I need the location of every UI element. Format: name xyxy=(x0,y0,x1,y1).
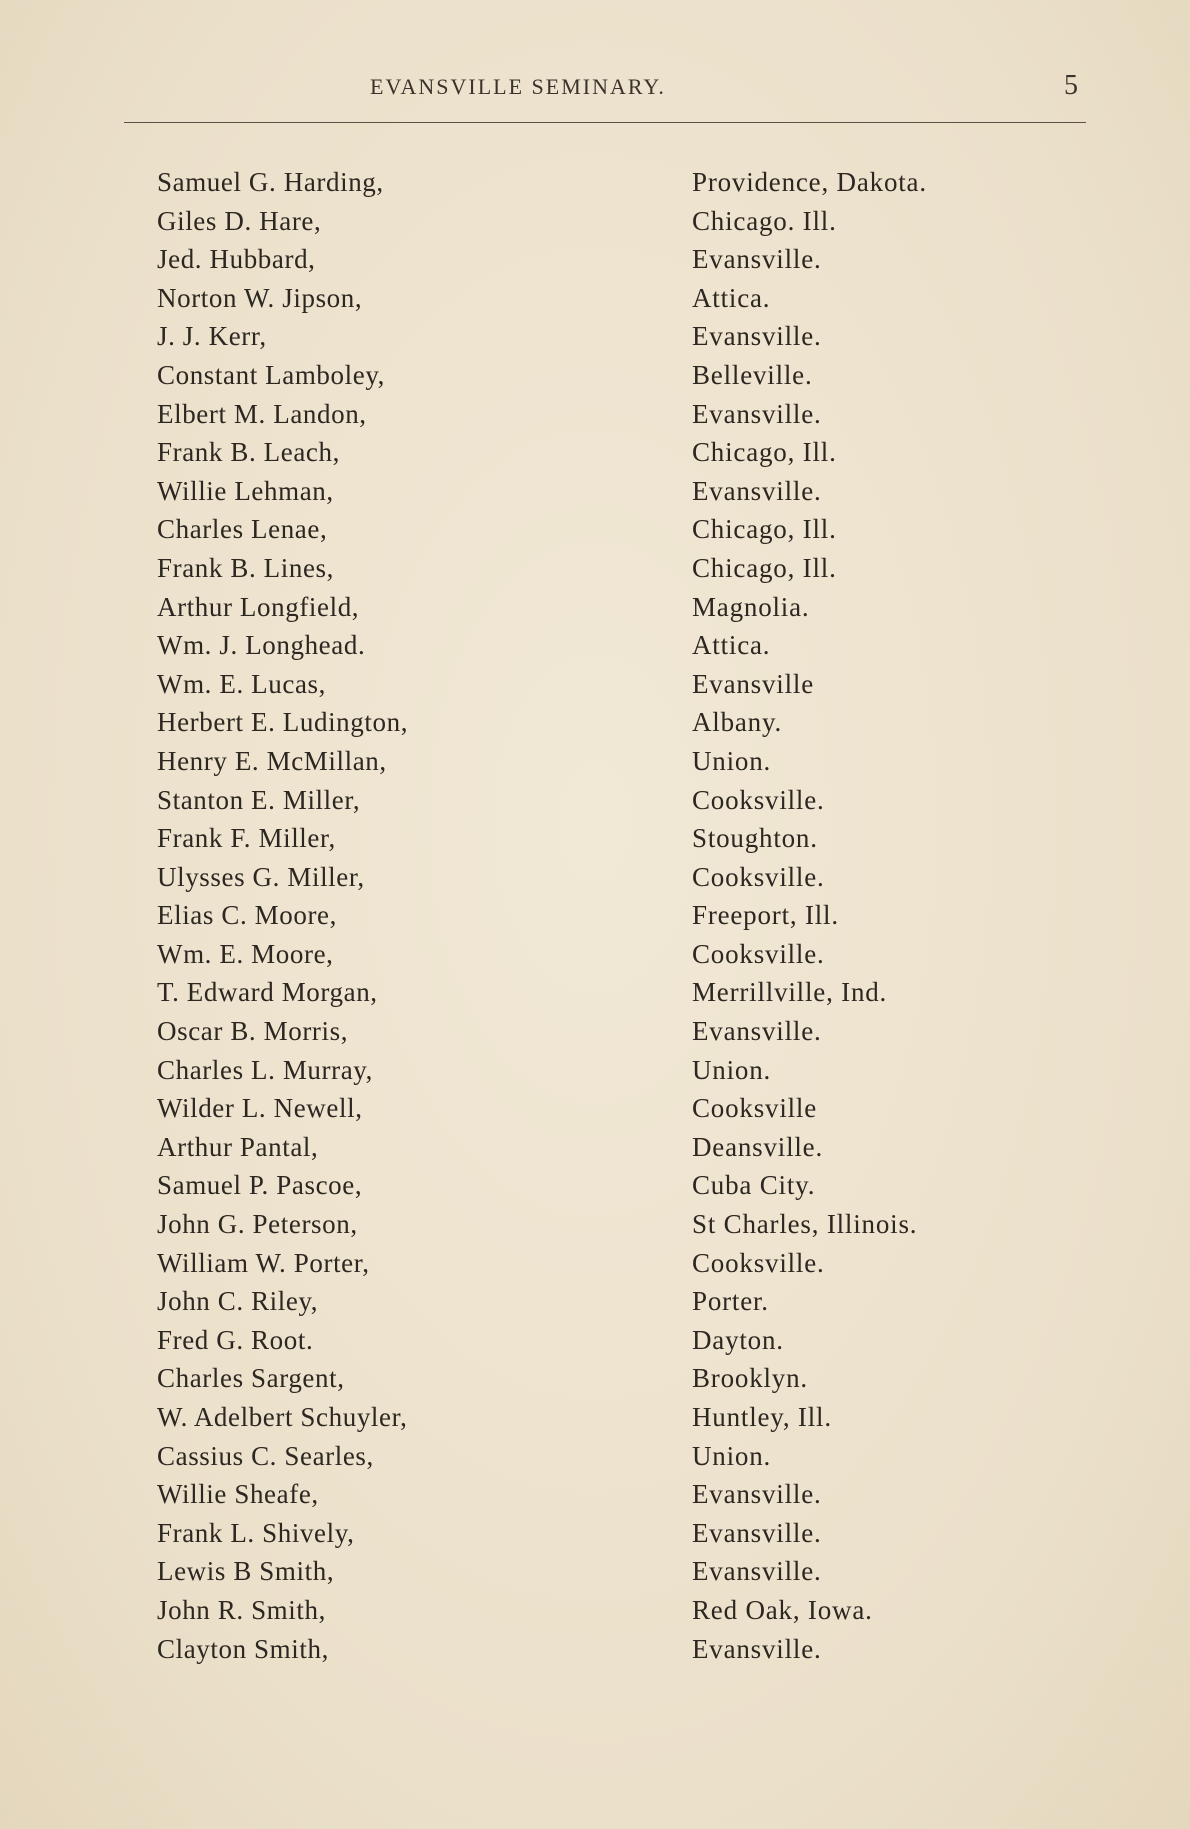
roster-row xyxy=(0,1012,1190,1051)
roster-row xyxy=(0,1398,1190,1437)
student-residence: Chicago, Ill. xyxy=(692,514,837,545)
student-residence: Evansville xyxy=(692,668,814,699)
roster-row xyxy=(0,665,1190,704)
student-name: Samuel P. Pascoe, xyxy=(157,1170,363,1201)
student-name: Henry E. McMillan, xyxy=(157,745,387,776)
student-name: Frank F. Miller, xyxy=(157,823,336,854)
student-roster xyxy=(0,163,1190,1668)
student-residence: Attica. xyxy=(692,282,771,313)
roster-row xyxy=(0,1359,1190,1398)
page-number: 5 xyxy=(1064,70,1078,101)
roster-row xyxy=(0,588,1190,627)
roster-row xyxy=(0,1475,1190,1514)
roster-row xyxy=(0,356,1190,395)
student-name: John G. Peterson, xyxy=(157,1209,358,1240)
student-residence: Dayton. xyxy=(692,1324,784,1355)
roster-row xyxy=(0,163,1190,202)
student-name: Cassius C. Searles, xyxy=(157,1440,374,1471)
roster-row xyxy=(0,1437,1190,1476)
student-name: Frank B. Leach, xyxy=(157,437,340,468)
roster-row xyxy=(0,1514,1190,1553)
student-residence: Evansville. xyxy=(692,1479,822,1510)
roster-row xyxy=(0,1321,1190,1360)
student-name: Norton W. Jipson, xyxy=(157,282,363,313)
roster-row xyxy=(0,1630,1190,1669)
student-name: John R. Smith, xyxy=(157,1594,326,1625)
student-name: Arthur Longfield, xyxy=(157,591,360,622)
student-residence: Brooklyn. xyxy=(692,1363,808,1394)
roster-row xyxy=(0,549,1190,588)
student-residence: Union. xyxy=(692,1054,772,1085)
student-residence: Red Oak, Iowa. xyxy=(692,1594,873,1625)
student-name: Wm. J. Longhead. xyxy=(157,630,366,661)
roster-row xyxy=(0,1051,1190,1090)
student-name: William W. Porter, xyxy=(157,1247,370,1278)
student-name: Ulysses G. Miller, xyxy=(157,861,365,892)
roster-row xyxy=(0,1244,1190,1283)
student-residence: Stoughton. xyxy=(692,823,818,854)
student-residence: Belleville. xyxy=(692,359,813,390)
student-residence: Cooksville. xyxy=(692,938,825,969)
roster-row xyxy=(0,742,1190,781)
student-residence: St Charles, Illinois. xyxy=(692,1209,918,1240)
student-residence: Union. xyxy=(692,745,772,776)
student-residence: Providence, Dakota. xyxy=(692,167,927,197)
student-residence: Attica. xyxy=(692,630,771,661)
roster-row xyxy=(0,781,1190,820)
page-header xyxy=(0,70,1190,110)
roster-row xyxy=(0,1205,1190,1244)
student-name: Herbert E. Ludington, xyxy=(157,707,409,738)
student-name: Fred G. Root. xyxy=(157,1324,314,1355)
student-residence: Porter. xyxy=(692,1286,769,1317)
student-residence: Albany. xyxy=(692,707,783,738)
roster-row xyxy=(0,858,1190,897)
student-residence: Cooksville. xyxy=(692,861,825,892)
roster-row xyxy=(0,202,1190,241)
student-name: Charles L. Murray, xyxy=(157,1054,373,1085)
roster-row xyxy=(0,510,1190,549)
student-name: Clayton Smith, xyxy=(157,1633,329,1664)
roster-row xyxy=(0,819,1190,858)
roster-row xyxy=(0,896,1190,935)
student-name: Charles Lenae, xyxy=(157,514,328,545)
running-title: EVANSVILLE SEMINARY. xyxy=(370,74,666,99)
student-name: Oscar B. Morris, xyxy=(157,1016,349,1047)
student-name: Stanton E. Miller, xyxy=(157,784,361,815)
roster-row xyxy=(0,317,1190,356)
student-name: W. Adelbert Schuyler, xyxy=(157,1402,408,1432)
student-residence: Evansville. xyxy=(692,321,822,352)
roster-row xyxy=(0,240,1190,279)
roster-row xyxy=(0,935,1190,974)
student-residence: Evansville. xyxy=(692,1517,822,1548)
student-name: Jed. Hubbard, xyxy=(157,244,316,275)
student-name: Willie Lehman, xyxy=(157,475,334,506)
student-residence: Cooksville xyxy=(692,1093,818,1124)
roster-row xyxy=(0,395,1190,434)
student-residence: Evansville. xyxy=(692,1633,822,1664)
roster-row xyxy=(0,703,1190,742)
student-residence: Cuba City. xyxy=(692,1170,816,1201)
roster-row xyxy=(0,1089,1190,1128)
student-residence: Deansville. xyxy=(692,1131,824,1162)
student-name: Wm. E. Lucas, xyxy=(157,668,326,699)
roster-row xyxy=(0,1552,1190,1591)
student-residence: Evansville. xyxy=(692,1556,822,1587)
student-name: Willie Sheafe, xyxy=(157,1479,319,1510)
roster-row xyxy=(0,279,1190,318)
student-name: Wilder L. Newell, xyxy=(157,1093,363,1124)
student-name: Elbert M. Landon, xyxy=(157,398,367,429)
student-residence: Chicago. Ill. xyxy=(692,205,837,236)
student-name: John C. Riley, xyxy=(157,1286,319,1317)
student-name: Samuel G. Harding, xyxy=(157,167,384,197)
roster-row xyxy=(0,626,1190,665)
roster-row xyxy=(0,1591,1190,1630)
student-residence: Union. xyxy=(692,1440,772,1471)
student-residence: Cooksville. xyxy=(692,1247,825,1278)
student-name: J. J. Kerr, xyxy=(157,321,267,352)
student-residence: Freeport, Ill. xyxy=(692,900,839,931)
student-residence: Magnolia. xyxy=(692,591,810,622)
student-residence: Evansville. xyxy=(692,244,822,275)
student-name: Charles Sargent, xyxy=(157,1363,345,1394)
student-name: T. Edward Morgan, xyxy=(157,977,378,1008)
header-rule xyxy=(124,122,1086,123)
roster-row xyxy=(0,1282,1190,1321)
student-name: Arthur Pantal, xyxy=(157,1131,319,1162)
student-residence: Evansville. xyxy=(692,1016,822,1047)
student-residence: Evansville. xyxy=(692,475,822,506)
roster-row xyxy=(0,1128,1190,1167)
student-name: Frank B. Lines, xyxy=(157,552,334,583)
student-name: Elias C. Moore, xyxy=(157,900,337,931)
student-residence: Cooksville. xyxy=(692,784,825,815)
student-residence: Evansville. xyxy=(692,398,822,429)
roster-row xyxy=(0,1166,1190,1205)
student-name: Giles D. Hare, xyxy=(157,205,322,236)
student-name: Lewis B Smith, xyxy=(157,1556,335,1587)
student-residence: Merrillville, Ind. xyxy=(692,977,888,1008)
student-name: Wm. E. Moore, xyxy=(157,938,334,969)
roster-row xyxy=(0,973,1190,1012)
student-residence: Chicago, Ill. xyxy=(692,552,837,583)
student-residence: Huntley, Ill. xyxy=(692,1402,832,1432)
student-name: Constant Lamboley, xyxy=(157,359,386,390)
roster-row xyxy=(0,433,1190,472)
student-residence: Chicago, Ill. xyxy=(692,437,837,468)
roster-row xyxy=(0,472,1190,511)
student-name: Frank L. Shively, xyxy=(157,1517,355,1548)
